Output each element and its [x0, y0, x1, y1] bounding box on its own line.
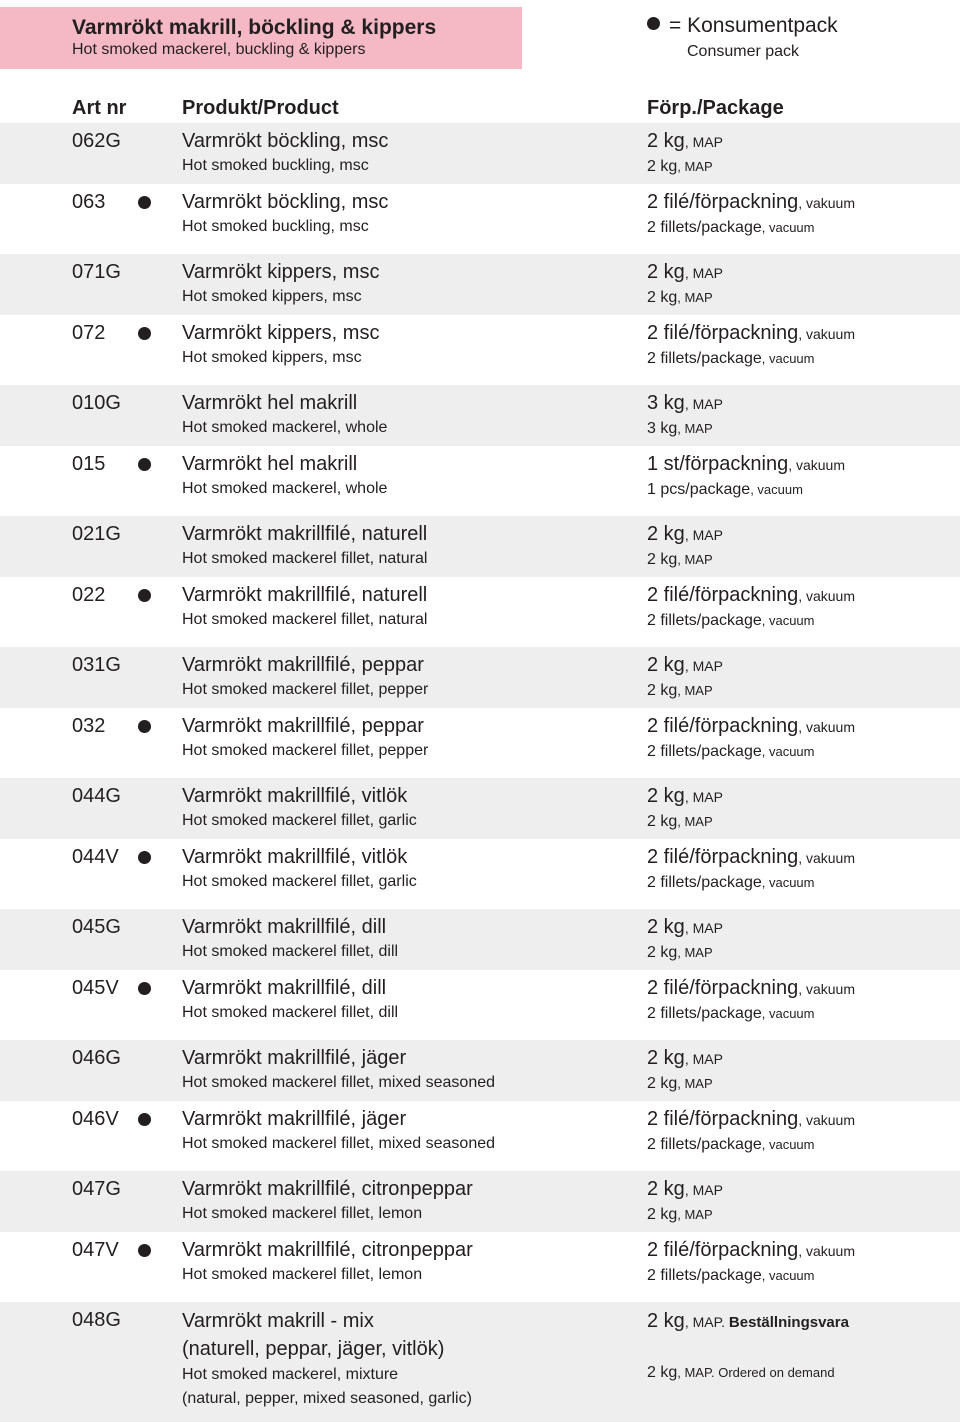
package-en	[647, 417, 960, 441]
package-en	[647, 941, 960, 965]
package-sv	[647, 128, 960, 155]
package-sv	[647, 451, 960, 478]
product-name-en: Hot smoked kippers, msc	[182, 288, 362, 305]
package-cell	[647, 189, 960, 240]
package-type-en: , MAP	[677, 290, 713, 305]
product-cell	[182, 652, 632, 702]
package-type-sv: , vakuum	[788, 457, 846, 473]
package-type-en: , MAP	[677, 552, 713, 567]
article-number: 047G	[72, 1178, 121, 1200]
package-type-en: , MAP	[677, 1207, 713, 1222]
package-type-en: , vacuum	[761, 351, 815, 366]
article-number: 044G	[72, 785, 121, 807]
package-sv	[647, 1237, 960, 1264]
article-number: 031G	[72, 654, 121, 676]
product-name-sv: Varmrökt makrillfilé, jäger	[182, 1108, 407, 1130]
package-size-sv: 2 filé/förpackning	[647, 322, 799, 344]
package-size-en: 2 kg	[647, 944, 678, 961]
article-number: 071G	[72, 261, 121, 283]
table-row	[0, 254, 960, 315]
package-en	[647, 1002, 960, 1026]
order-note-en: Ordered on demand	[718, 1365, 835, 1380]
package-size-en: 3 kg	[647, 420, 678, 437]
table-row	[0, 315, 960, 385]
package-cell	[647, 259, 960, 310]
product-cell	[182, 1307, 632, 1411]
package-type-sv: , vakuum	[798, 195, 856, 211]
package-size-en: 2 fillets/package	[647, 874, 762, 891]
package-type-en: , vacuum	[761, 1137, 815, 1152]
product-cell	[182, 189, 632, 239]
product-cell	[182, 713, 632, 763]
package-type-en: , MAP	[677, 159, 713, 174]
package-type-sv: , MAP	[684, 789, 723, 805]
package-cell	[647, 320, 960, 371]
package-size-sv: 2 filé/förpackning	[647, 846, 799, 868]
package-cell	[647, 1106, 960, 1157]
article-number: 021G	[72, 523, 121, 545]
package-en	[647, 1203, 960, 1227]
article-number: 062G	[72, 130, 121, 152]
product-name-sv: Varmrökt makrillfilé, dill	[182, 916, 387, 938]
package-type-en: , MAP	[677, 945, 713, 960]
product-name-en: Hot smoked mackerel fillet, dill	[182, 1004, 399, 1021]
product-name-en: Hot smoked mackerel fillet, pepper	[182, 681, 429, 698]
package-type-sv: , vakuum	[798, 326, 856, 342]
table-row	[0, 778, 960, 839]
package-sv	[647, 1106, 960, 1133]
package-type-sv: , MAP	[684, 1051, 723, 1067]
article-number: 072	[72, 322, 106, 344]
package-type-en: , MAP	[677, 814, 713, 829]
package-type-en: , vacuum	[761, 744, 815, 759]
package-cell	[647, 128, 960, 179]
consumer-pack-bullet-icon	[138, 982, 151, 995]
package-size-en: 2 kg	[647, 158, 678, 175]
consumer-pack-bullet-icon	[138, 327, 151, 340]
product-name-sv: Varmrökt makrill - mix	[182, 1310, 374, 1332]
package-type-en: , MAP	[677, 1076, 713, 1091]
product-name-en: Hot smoked mackerel, whole	[182, 419, 388, 436]
package-sv	[647, 390, 960, 417]
package-cell	[647, 1237, 960, 1288]
package-en	[647, 871, 960, 895]
package-cell	[647, 713, 960, 764]
package-en	[647, 810, 960, 834]
table-row	[0, 446, 960, 516]
package-type-en: , MAP	[677, 421, 713, 436]
product-cell	[182, 320, 632, 370]
package-type-en: , vacuum	[761, 875, 815, 890]
package-type-sv: , MAP	[684, 134, 723, 150]
package-type-sv: , MAP	[684, 265, 723, 281]
package-sv	[647, 521, 960, 548]
package-size-sv: 2 kg	[647, 130, 685, 152]
package-cell	[647, 1307, 960, 1385]
table-row	[0, 516, 960, 577]
product-name-sv: Varmrökt kippers, msc	[182, 261, 380, 283]
package-size-sv: 2 kg	[647, 1047, 685, 1069]
product-cell	[182, 521, 632, 571]
package-size-en: 2 kg	[647, 1364, 678, 1381]
legend	[647, 13, 838, 62]
article-number: 048G	[72, 1309, 121, 1331]
package-size-sv: 2 filé/förpackning	[647, 191, 799, 213]
package-size-sv: 1 st/förpackning	[647, 453, 789, 475]
product-name-sv: Varmrökt makrillfilé, citronpeppar	[182, 1239, 473, 1261]
page-title: Varmrökt makrill, böckling & kippers	[72, 16, 437, 39]
package-size-en: 2 fillets/package	[647, 743, 762, 760]
product-name-sv: Varmrökt hel makrill	[182, 392, 358, 414]
product-name-sv: Varmrökt makrillfilé, vitlök	[182, 785, 408, 807]
package-type-sv: , vakuum	[798, 588, 856, 604]
table-row	[0, 970, 960, 1040]
package-type-en: , MAP	[677, 683, 713, 698]
package-size-sv: 2 filé/förpackning	[647, 1239, 799, 1261]
consumer-pack-bullet-icon	[138, 1244, 151, 1257]
legend-sub-label: Consumer pack	[687, 43, 800, 60]
article-number: 063	[72, 191, 106, 213]
column-header-package: Förp./Package	[647, 97, 784, 119]
package-size-en: 2 kg	[647, 813, 678, 830]
package-size-en: 2 kg	[647, 289, 678, 306]
product-name-en: Hot smoked mackerel fillet, lemon	[182, 1205, 423, 1222]
package-size-en: 2 fillets/package	[647, 1005, 762, 1022]
package-cell	[647, 914, 960, 965]
article-number: 022	[72, 584, 106, 606]
product-name-sv: Varmrökt makrillfilé, naturell	[182, 523, 428, 545]
table-row	[0, 839, 960, 909]
product-name-en: Hot smoked kippers, msc	[182, 349, 362, 366]
package-type-sv: , MAP.	[684, 1314, 729, 1330]
package-type-en: , vacuum	[750, 482, 803, 497]
package-en	[647, 286, 960, 310]
package-en	[647, 347, 960, 371]
order-note-sv: Beställningsvara	[728, 1314, 849, 1331]
product-cell	[182, 582, 632, 632]
table-row	[0, 577, 960, 647]
package-en	[647, 1264, 960, 1288]
product-cell	[182, 914, 632, 964]
package-size-sv: 2 kg	[647, 1310, 685, 1332]
product-name-sv: Varmrökt makrillfilé, dill	[182, 977, 387, 999]
table-row	[0, 1302, 960, 1422]
article-number: 046G	[72, 1047, 121, 1069]
package-en	[647, 609, 960, 633]
package-cell	[647, 783, 960, 834]
table-row	[0, 1232, 960, 1302]
bullet-icon	[647, 17, 660, 30]
package-en	[647, 740, 960, 764]
product-name-sv: Varmrökt makrillfilé, citronpeppar	[182, 1178, 473, 1200]
product-cell	[182, 975, 632, 1025]
package-sv	[647, 844, 960, 871]
product-name-en-detail: (natural, pepper, mixed seasoned, garlic)	[182, 1390, 472, 1407]
package-type-sv: , vakuum	[798, 981, 856, 997]
package-sv	[647, 1045, 960, 1072]
package-sv	[647, 713, 960, 740]
package-size-en: 2 kg	[647, 1206, 678, 1223]
article-number: 010G	[72, 392, 121, 414]
article-number: 047V	[72, 1239, 119, 1261]
consumer-pack-bullet-icon	[138, 720, 151, 733]
legend-label: = Konsumentpack	[669, 14, 838, 37]
consumer-pack-bullet-icon	[138, 851, 151, 864]
package-en	[647, 1133, 960, 1157]
package-cell	[647, 1176, 960, 1227]
package-size-en: 2 kg	[647, 551, 678, 568]
product-name-en: Hot smoked mackerel fillet, mixed seasoned	[182, 1074, 496, 1091]
package-sv	[647, 975, 960, 1002]
product-name-en: Hot smoked mackerel fillet, natural	[182, 611, 428, 628]
package-size-en: 2 fillets/package	[647, 1136, 762, 1153]
table-row	[0, 1101, 960, 1171]
product-name-sv: Varmrökt hel makrill	[182, 453, 358, 475]
package-type-sv: , MAP	[684, 527, 723, 543]
package-type-en: , vacuum	[761, 220, 815, 235]
package-size-sv: 2 kg	[647, 1178, 685, 1200]
product-cell	[182, 451, 632, 501]
product-cell	[182, 1045, 632, 1095]
article-number: 044V	[72, 846, 119, 868]
product-name-en: Hot smoked mackerel fillet, garlic	[182, 812, 417, 829]
package-size-sv: 3 kg	[647, 392, 685, 414]
package-sv	[647, 783, 960, 810]
package-cell	[647, 652, 960, 703]
product-name-en: Hot smoked mackerel fillet, lemon	[182, 1266, 423, 1283]
package-sv	[647, 259, 960, 286]
package-en	[647, 478, 960, 502]
product-name-en: Hot smoked mackerel fillet, mixed seasoned	[182, 1135, 496, 1152]
article-number: 032	[72, 715, 106, 737]
package-type-sv: , vakuum	[798, 719, 856, 735]
package-sv	[647, 1307, 960, 1337]
table-row	[0, 184, 960, 254]
product-name-sv: Varmrökt böckling, msc	[182, 130, 389, 152]
package-size-sv: 2 filé/förpackning	[647, 1108, 799, 1130]
article-number: 045V	[72, 977, 119, 999]
product-cell	[182, 259, 632, 309]
package-size-sv: 2 filé/förpackning	[647, 715, 799, 737]
package-sv	[647, 189, 960, 216]
product-name-sv: Varmrökt böckling, msc	[182, 191, 389, 213]
consumer-pack-bullet-icon	[138, 458, 151, 471]
package-size-sv: 2 kg	[647, 916, 685, 938]
product-name-sv: Varmrökt makrillfilé, vitlök	[182, 846, 408, 868]
package-cell	[647, 451, 960, 502]
title-banner	[0, 7, 522, 69]
package-en	[647, 155, 960, 179]
package-cell	[647, 1045, 960, 1096]
package-type-sv: , MAP	[684, 1182, 723, 1198]
package-size-en: 2 kg	[647, 1075, 678, 1092]
product-name-en: Hot smoked mackerel fillet, natural	[182, 550, 428, 567]
package-size-sv: 2 filé/förpackning	[647, 977, 799, 999]
consumer-pack-bullet-icon	[138, 1113, 151, 1126]
package-sv	[647, 582, 960, 609]
table-row	[0, 708, 960, 778]
package-type-en: , vacuum	[761, 1268, 815, 1283]
package-size-en: 2 fillets/package	[647, 1267, 762, 1284]
page-subtitle: Hot smoked mackerel, buckling & kippers	[72, 41, 366, 58]
product-name-sv: Varmrökt makrillfilé, jäger	[182, 1047, 407, 1069]
package-size-en: 2 fillets/package	[647, 612, 762, 629]
table-row	[0, 909, 960, 970]
package-size-sv: 2 kg	[647, 523, 685, 545]
package-cell	[647, 975, 960, 1026]
package-size-sv: 2 kg	[647, 261, 685, 283]
package-size-sv: 2 kg	[647, 654, 685, 676]
package-type-sv: , vakuum	[798, 850, 856, 866]
product-cell	[182, 844, 632, 894]
article-number: 015	[72, 453, 106, 475]
product-name-en: Hot smoked mackerel, whole	[182, 480, 388, 497]
package-size-sv: 2 kg	[647, 785, 685, 807]
table-row	[0, 123, 960, 184]
package-size-en: 2 kg	[647, 682, 678, 699]
package-cell	[647, 390, 960, 441]
product-cell	[182, 1237, 632, 1287]
package-size-en: 2 fillets/package	[647, 219, 762, 236]
package-type-sv: , MAP	[684, 658, 723, 674]
table-row	[0, 1171, 960, 1232]
package-type-sv: , MAP	[684, 396, 723, 412]
product-cell	[182, 128, 632, 178]
package-en	[647, 548, 960, 572]
product-name-en: Hot smoked mackerel fillet, garlic	[182, 873, 417, 890]
product-cell	[182, 1106, 632, 1156]
package-en	[647, 1072, 960, 1096]
product-name-sv: Varmrökt makrillfilé, peppar	[182, 715, 424, 737]
package-sv	[647, 320, 960, 347]
product-name-en: Hot smoked mackerel fillet, pepper	[182, 742, 429, 759]
package-type-sv: , vakuum	[798, 1243, 856, 1259]
product-cell	[182, 783, 632, 833]
package-type-en: , MAP.	[677, 1365, 719, 1380]
product-cell	[182, 1176, 632, 1226]
package-sv	[647, 652, 960, 679]
product-cell	[182, 390, 632, 440]
product-name-en: Hot smoked buckling, msc	[182, 157, 369, 174]
package-cell	[647, 582, 960, 633]
table-row	[0, 1040, 960, 1101]
package-sv	[647, 914, 960, 941]
table-row	[0, 385, 960, 446]
product-name-sv-detail: (naturell, peppar, jäger, vitlök)	[182, 1338, 445, 1360]
column-headers	[0, 94, 960, 122]
product-table	[0, 123, 960, 1422]
consumer-pack-bullet-icon	[138, 196, 151, 209]
consumer-pack-bullet-icon	[138, 589, 151, 602]
package-en	[647, 216, 960, 240]
package-type-en: , vacuum	[761, 613, 815, 628]
product-name-en: Hot smoked mackerel, mixture	[182, 1366, 399, 1383]
table-row	[0, 647, 960, 708]
product-name-sv: Varmrökt makrillfilé, peppar	[182, 654, 424, 676]
article-number: 046V	[72, 1108, 119, 1130]
product-name-sv: Varmrökt kippers, msc	[182, 322, 380, 344]
article-number: 045G	[72, 916, 121, 938]
package-size-sv: 2 filé/förpackning	[647, 584, 799, 606]
package-en	[647, 679, 960, 703]
package-size-en: 2 fillets/package	[647, 350, 762, 367]
package-cell	[647, 521, 960, 572]
package-size-en: 1 pcs/package	[647, 481, 751, 498]
package-type-sv: , MAP	[684, 920, 723, 936]
product-name-sv: Varmrökt makrillfilé, naturell	[182, 584, 428, 606]
product-name-en: Hot smoked mackerel fillet, dill	[182, 943, 399, 960]
column-header-art: Art nr	[72, 97, 127, 119]
package-type-en: , vacuum	[761, 1006, 815, 1021]
column-header-product: Produkt/Product	[182, 97, 339, 119]
product-name-en: Hot smoked buckling, msc	[182, 218, 369, 235]
package-sv	[647, 1176, 960, 1203]
package-en	[647, 1361, 960, 1385]
package-type-sv: , vakuum	[798, 1112, 856, 1128]
package-cell	[647, 844, 960, 895]
